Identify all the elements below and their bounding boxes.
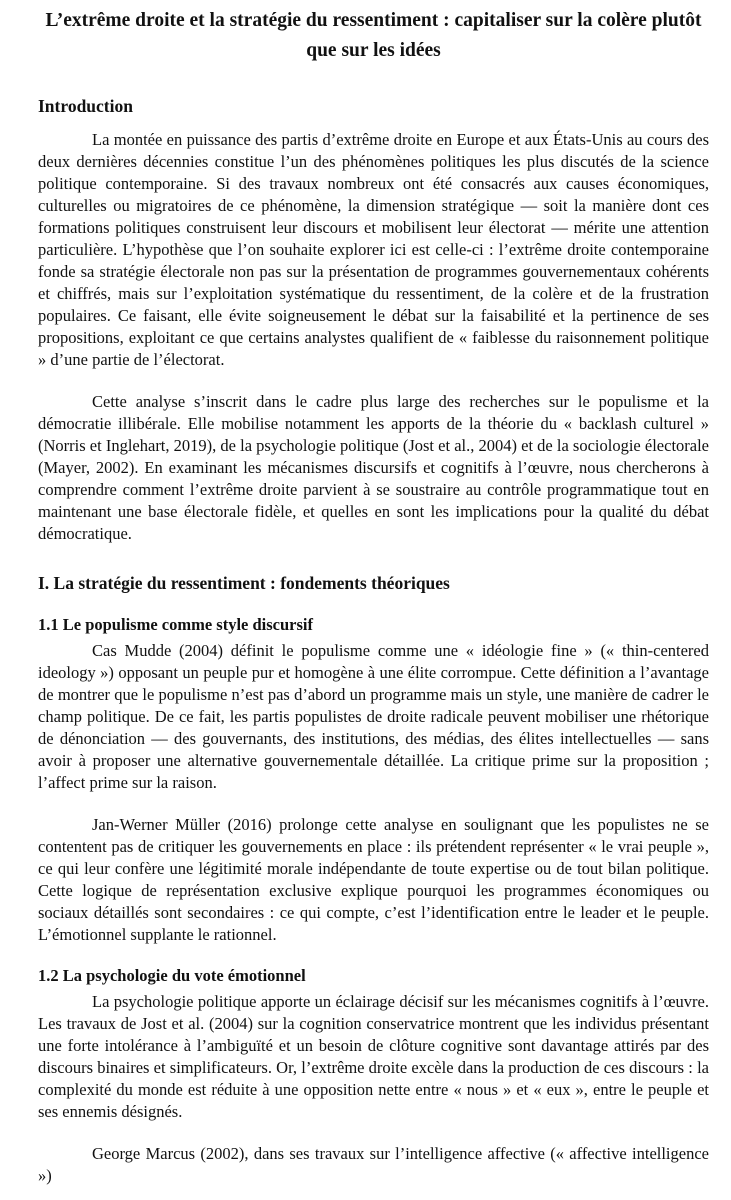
subsection-1-1-paragraph-1: Cas Mudde (2004) définit le populisme comme une « idéologie fine » (« thin-centered ideology ») opposant un peuple pur et homogène à une élite corrompue. Cette définition a l’avantage de montrer que le populisme n’est pas d’abord un programme mais un style, une manière de cadrer le champ politique. De ce fait, les partis populistes de droite radicale peuvent mobiliser une rhétorique de dénonciation — des gouvernants, des institutions, des médias, des élites intellectuelles — sans avoir à proposer une alternative gouvernementale détaillée. La critique prime sur la proposition ; l’affect prime sur la raison.: [38, 641, 709, 792]
introduction-heading: Introduction: [38, 96, 133, 116]
document-title: L’extrême droite et la stratégie du ressentiment : capitaliser sur la colère plutôt que sur les idées: [45, 10, 702, 61]
section-1-heading: I. La stratégie du ressentiment : fondements théoriques: [38, 573, 450, 593]
subsection-1-1-paragraph-2: Jan-Werner Müller (2016) prolonge cette analyse en soulignant que les populistes ne se contentent pas de critiquer les gouvernements en place : ils prétendent représenter « le vrai peuple », ce qui leur confère une légitimité morale indépendante de toute expertise ou de tout bilan politique. Cette logique de représentation exclusive explique pourquoi les programmes économiques ou sociaux détaillés sont secondaires : ce qui compte, c’est l’identification entre le leader et le peuple. L’émotionnel supplante le rationnel.: [38, 815, 709, 944]
introduction-paragraph-2: Cette analyse s’inscrit dans le cadre plus large des recherches sur le populisme et la démocratie illibérale. Elle mobilise notamment les apports de la théorie du « backlash culturel » (Norris et Inglehart, 2019), de la psychologie politique (Jost et al., 2004) et de la sociologie électorale (Mayer, 2002). En examinant les mécanismes discursifs et cognitifs à l’œuvre, nous chercherons à comprendre comment l’extrême droite parvient à se soustraire au contrôle programmatique tout en maintenant une base électorale fidèle, et quelles en sont les implications pour la qualité du débat démocratique.: [38, 392, 709, 543]
subsection-1-1-heading: 1.1 Le populisme comme style discursif: [38, 615, 313, 634]
introduction-paragraph-1: La montée en puissance des partis d’extrême droite en Europe et aux États-Unis au cours des deux dernières décennies constitue l’un des phénomènes politiques les plus discutés de la science politique contemporaine. Si des travaux nombreux ont été consacrés aux causes économiques, culturelles ou migratoires de ce phénomène, la dimension stratégique — soit la manière dont ces formations politiques construisent leur discours et mobilisent leur électorat — mérite une attention particulière. L’hypothèse que l’on souhaite explorer ici est celle-ci : l’extrême droite contemporaine fonde sa stratégie électorale non pas sur la présentation de programmes gouvernementaux cohérents et chiffrés, mais sur l’exploitation systématique du ressentiment, de la colère et de la frustration populaires. Ce faisant, elle évite soigneusement le débat sur la faisabilité et la pertinence de ses propositions, exploitant ce que certains analystes qualifient de « faiblesse du raisonnement politique » d’une partie de l’électorat.: [38, 130, 709, 369]
subsection-1-2-heading: 1.2 La psychologie du vote émotionnel: [38, 966, 306, 985]
subsection-1-2-paragraph-1: La psychologie politique apporte un éclairage décisif sur les mécanismes cognitifs à l’œuvre. Les travaux de Jost et al. (2004) sur la cognition conservatrice montrent que les individus présentant une forte intolérance à l’ambiguïté et un besoin de clôture cognitive sont davantage attirés par des discours binaires et simplificateurs. Or, l’extrême droite excèle dans la production de ces discours : la complexité du monde est réduite à une opposition nette entre « nous » et « eux », entre le peuple et ses ennemis désignés.: [38, 992, 709, 1121]
subsection-1-2-paragraph-2: George Marcus (2002), dans ses travaux sur l’intelligence affective (« affective intelligence »): [38, 1144, 709, 1185]
